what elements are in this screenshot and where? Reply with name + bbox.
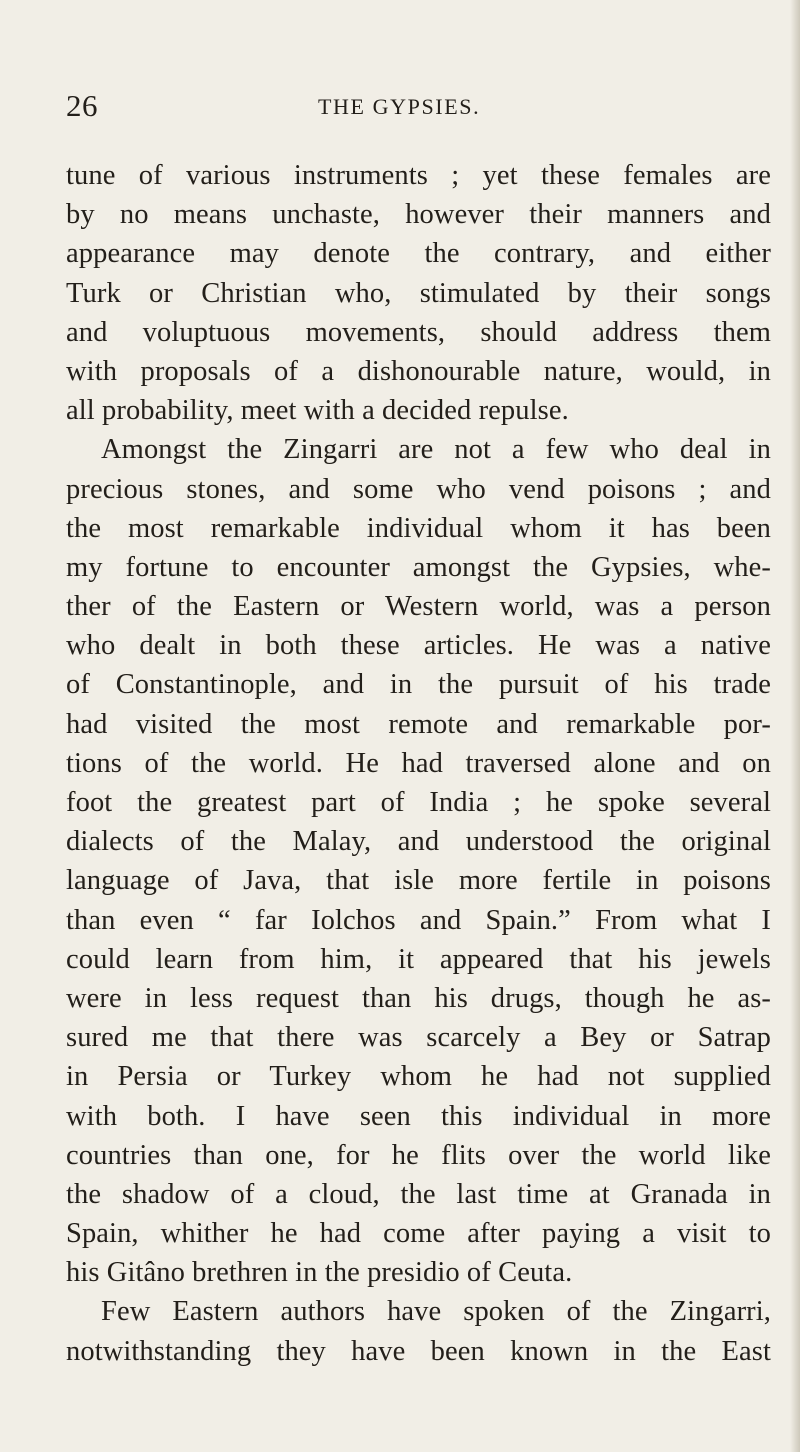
- text-line: had visited the most remote and remarkable por-: [66, 708, 771, 740]
- text-line: with proposals of a dishonourable nature, would, in: [66, 355, 771, 387]
- paragraph-start-line: Amongst the Zingarri are not a few who deal in: [101, 434, 771, 466]
- text-line: appearance may denote the contrary, and either: [66, 238, 771, 270]
- text-line: tune of various instruments ; yet these females are: [66, 160, 771, 191]
- text-line: Spain, whither he had come after paying a visit to: [66, 1218, 771, 1250]
- text-line: who dealt in both these articles. He was a native: [66, 630, 771, 662]
- text-line: all probability, meet with a decided repulse.: [66, 395, 569, 427]
- text-line: in Persia or Turkey whom he had not supplied: [66, 1061, 771, 1093]
- text-line: his Gitâno brethren in the presidio of Ceuta.: [66, 1257, 573, 1289]
- text-line: with both. I have seen this individual in more: [66, 1100, 771, 1132]
- text-line: of Constantinople, and in the pursuit of his trade: [66, 669, 771, 701]
- text-line: than even “ far Iolchos and Spain.” From what I: [66, 904, 771, 936]
- text-line: were in less request than his drugs, though he as-: [66, 982, 771, 1014]
- text-line: my fortune to encounter amongst the Gypsies, whe-: [66, 551, 771, 583]
- page-number: 26: [66, 88, 98, 123]
- running-head: [66, 88, 766, 128]
- text-line: dialects of the Malay, and understood the original: [66, 826, 771, 858]
- text-line: the most remarkable individual whom it has been: [66, 512, 771, 544]
- text-line: the shadow of a cloud, the last time at Granada in: [66, 1178, 771, 1210]
- text-line: ther of the Eastern or Western world, was a person: [66, 591, 771, 623]
- text-line: tions of the world. He had traversed alone and on: [66, 747, 771, 779]
- text-line: language of Java, that isle more fertile in poisons: [66, 865, 771, 897]
- text-line: by no means unchaste, however their manners and: [66, 199, 771, 231]
- text-line: Turk or Christian who, stimulated by their songs: [66, 277, 771, 309]
- paragraph-start-line: Few Eastern authors have spoken of the Zingarri,: [101, 1296, 771, 1328]
- text-line: countries than one, for he flits over the world like: [66, 1139, 771, 1171]
- text-line: and voluptuous movements, should address them: [66, 316, 771, 348]
- body-text: [66, 156, 771, 1371]
- page-edge-shadow: [790, 0, 800, 1452]
- running-title: THE GYPSIES.: [318, 94, 481, 119]
- text-line: could learn from him, it appeared that his jewels: [66, 943, 771, 975]
- text-line: precious stones, and some who vend poisons ; and: [66, 473, 771, 505]
- text-line: foot the greatest part of India ; he spoke several: [66, 787, 771, 818]
- text-line: notwithstanding they have been known in the East: [66, 1335, 771, 1367]
- text-line: sured me that there was scarcely a Bey or Satrap: [66, 1022, 771, 1054]
